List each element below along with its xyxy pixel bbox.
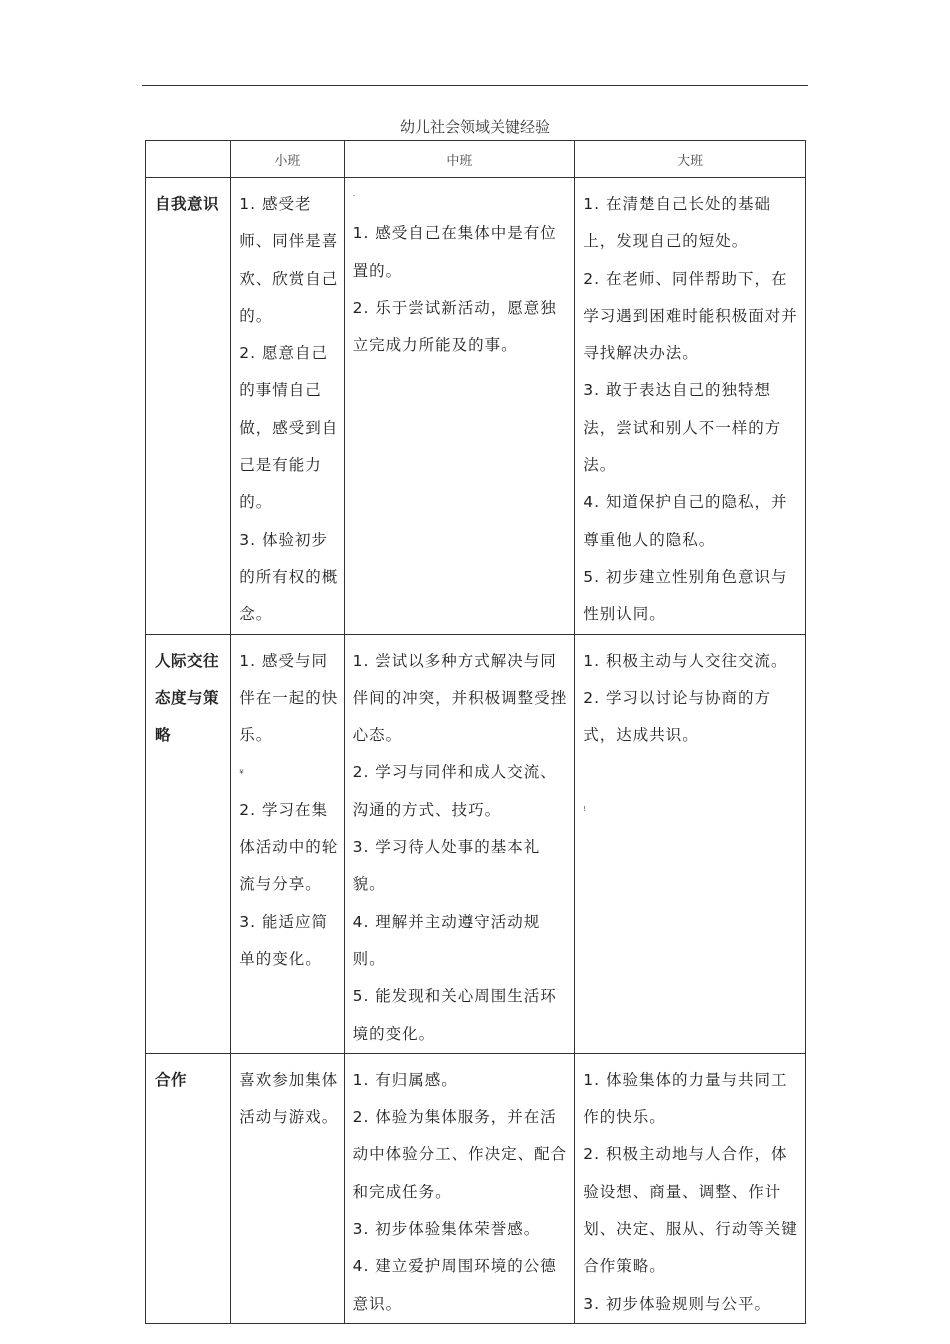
item-text: 1. 有归属感。 — [352, 1070, 458, 1089]
item-text: 4. 理解并主动遵守活动规则。 — [352, 912, 541, 968]
category-cell: 合作 — [146, 1053, 231, 1323]
item-text: 1. 在清楚自己长处的基础上，发现自己的短处。 — [583, 195, 771, 251]
social-domain-table — [145, 140, 806, 1324]
item-text: 1. 尝试以多种方式解决与同伴间的冲突，并积极调整受挫心态。 — [352, 651, 568, 745]
item-text: 5. 能发现和关心周围生活环境的变化。 — [352, 987, 557, 1043]
header-row — [146, 141, 806, 178]
item-text: 1. 感受老师、同伴是喜欢、欣赏自己的。 — [239, 195, 339, 325]
stray-mark: ¥ — [239, 768, 245, 777]
item-text: 3. 学习待人处事的基本礼貌。 — [352, 838, 541, 894]
header-small-class: 小班 — [231, 141, 344, 178]
item-text: 1. 感受自己在集体中是有位置的。 — [352, 224, 557, 280]
item-text: 2. 学习与同伴和成人交流、沟通的方式、技巧。 — [352, 763, 557, 819]
middle-class-cell — [344, 634, 575, 1053]
item-text: 5. 初步建立性别角色意识与性别认同。 — [583, 567, 788, 624]
small-class-cell — [231, 178, 344, 635]
item-text: 2. 学习以讨论与协商的方式，达成共识。 — [583, 688, 771, 745]
top-rule — [142, 85, 808, 86]
item-text: 喜欢参加集体活动与游戏。 — [239, 1070, 339, 1127]
item-text: 2. 积极主动地与人合作，体验设想、商量、调整、作计划、决定、服从、行动等关键合作策略。 — [583, 1145, 798, 1276]
item-text: 1. 积极主动与人交往交流。 — [583, 651, 788, 670]
item-text: 2. 在老师、同伴帮助下，在学习遇到困难时能积极面对并寻找解决办法。 — [583, 269, 798, 363]
table-row — [146, 178, 806, 635]
item-text: 3. 体验初步的所有权的概念。 — [239, 530, 339, 624]
item-text: 2. 体验为集体服务，并在活动中体验分工、作决定、配合和完成任务。 — [352, 1108, 568, 1201]
stray-mark: ! — [583, 805, 588, 814]
item-text: 3. 初步体验集体荣誉感。 — [352, 1220, 541, 1239]
table-row — [146, 634, 806, 1053]
item-text: 4. 建立爱护周围环境的公德意识。 — [352, 1257, 557, 1313]
item-text: 2. 学习在集体活动中的轮流与分享。 — [239, 800, 339, 894]
middle-class-cell — [344, 1053, 575, 1323]
item-text: 1. 感受与同伴在一起的快乐。 — [239, 651, 339, 745]
small-class-cell — [231, 1053, 344, 1323]
header-blank — [146, 141, 231, 178]
middle-class-cell — [344, 178, 575, 635]
large-class-cell — [575, 634, 806, 1053]
header-middle-class: 中班 — [344, 141, 575, 178]
item-text: 3. 敢于表达自己的独特想法，尝试和别人不一样的方法。 — [583, 381, 782, 475]
large-class-cell — [575, 1053, 806, 1323]
header-large-class: 大班 — [575, 141, 806, 178]
document-title: 幼儿社会领域关键经验 — [399, 118, 550, 136]
category-cell: 自我意识 — [146, 178, 231, 635]
large-class-cell — [575, 178, 806, 635]
item-text: 2. 乐于尝试新活动，愿意独立完成力所能及的事。 — [352, 298, 557, 355]
item-text: 1. 体验集体的力量与共同工作的快乐。 — [583, 1070, 788, 1127]
category-cell: 人际交往态度与策略 — [146, 634, 231, 1053]
item-text: 4. 知道保护自己的隐私，并尊重他人的隐私。 — [583, 493, 788, 549]
item-text: 2. 愿意自己的事情自己做，感受到自己是有能力的。 — [239, 344, 339, 512]
stray-mark: - — [352, 192, 357, 200]
table-row — [146, 1053, 806, 1323]
item-text: 3. 初步体验规则与公平。 — [583, 1294, 771, 1313]
item-text: 3. 能适应简单的变化。 — [239, 912, 328, 968]
small-class-cell — [231, 634, 344, 1053]
